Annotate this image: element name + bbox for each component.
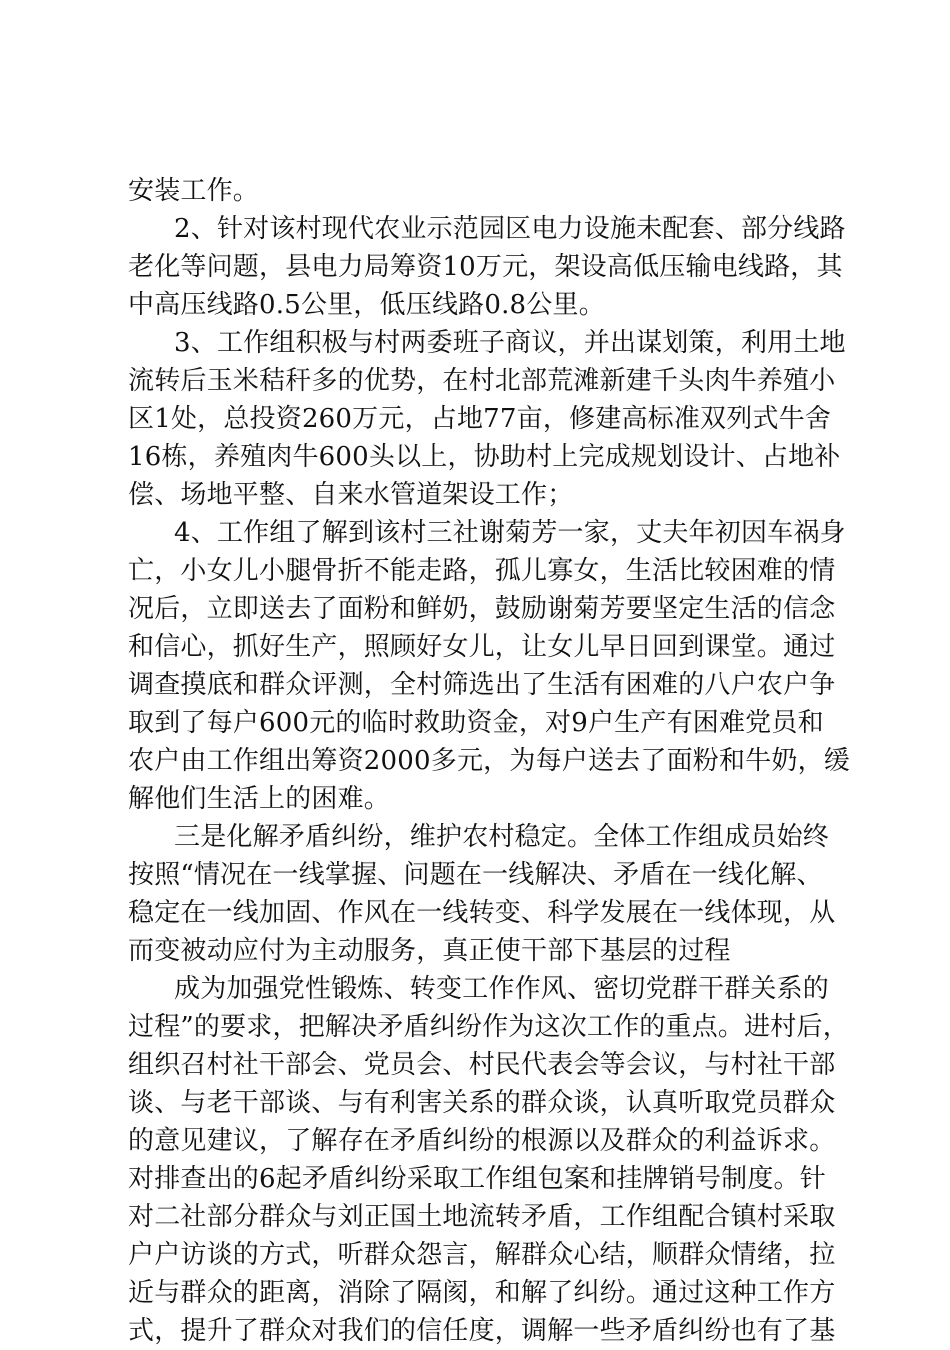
- text-line: 2、针对该村现代农业示范园区电力设施未配套、部分线路: [174, 214, 846, 244]
- text-line: 按照“情况在一线掌握、问题在一线解决、矛盾在一线化解、: [128, 860, 823, 890]
- text-line: 4、工作组了解到该村三社谢菊芳一家，丈夫年初因车祸身: [174, 518, 846, 548]
- text-line: 谈、与老干部谈、与有利害关系的群众谈，认真听取党员群众: [128, 1088, 836, 1118]
- text-line: 中高压线路0.5公里，低压线路0.8公里。: [128, 290, 605, 320]
- text-line: 取到了每户600元的临时救助资金，对9户生产有困难党员和: [128, 708, 824, 738]
- text-line: 偿、场地平整、自来水管道架设工作；: [128, 480, 574, 510]
- text-line: 式，提升了群众对我们的信任度，调解一些矛盾纠纷也有了基: [128, 1316, 836, 1346]
- text-line: 而变被动应付为主动服务，真正使干部下基层的过程: [128, 936, 731, 966]
- text-line: 解他们生活上的困难。: [128, 784, 391, 814]
- text-line: 三是化解矛盾纠纷，维护农村稳定。全体工作组成员始终: [174, 822, 830, 852]
- text-line: 流转后玉米秸秆多的优势，在村北部荒滩新建千头肉牛养殖小: [128, 366, 836, 396]
- text-line: 对排查出的6起矛盾纠纷采取工作组包案和挂牌销号制度。针: [128, 1164, 826, 1194]
- text-line: 区1处，总投资260万元，占地77亩，修建高标准双列式牛舍: [128, 404, 832, 434]
- text-line: 和信心，抓好生产，照顾好女儿，让女儿早日回到课堂。通过: [128, 632, 836, 662]
- text-line: 户户访谈的方式，听群众怨言，解群众心结，顺群众情绪，拉: [128, 1240, 836, 1270]
- text-line: 农户由工作组出筹资2000多元，为每户送去了面粉和牛奶，缓: [128, 746, 850, 776]
- text-line: 亡，小女儿小腿骨折不能走路，孤儿寡女，生活比较困难的情: [128, 556, 836, 586]
- text-line: 成为加强党性锻炼、转变工作作风、密切党群干群关系的: [174, 974, 830, 1004]
- text-line: 组织召村社干部会、党员会、村民代表会等会议，与村社干部: [128, 1050, 836, 1080]
- text-line: 过程”的要求，把解决矛盾纠纷作为这次工作的重点。进村后，: [128, 1012, 849, 1042]
- text-line: 老化等问题，县电力局筹资10万元，架设高低压输电线路，其: [128, 252, 843, 282]
- text-line: 安装工作。: [128, 176, 260, 206]
- text-line: 3、工作组积极与村两委班子商议，并出谋划策，利用土地: [174, 328, 846, 358]
- text-line: 稳定在一线加固、作风在一线转变、科学发展在一线体现，从: [128, 898, 836, 928]
- text-line: 调查摸底和群众评测，全村筛选出了生活有困难的八户农户争: [128, 670, 836, 700]
- text-line: 近与群众的距离，消除了隔阂，和解了纠纷。通过这种工作方: [128, 1278, 836, 1308]
- text-line: 16栋，养殖肉牛600头以上，协助村上完成规划设计、占地补: [128, 442, 841, 472]
- text-line: 对二社部分群众与刘正国土地流转矛盾，工作组配合镇村采取: [128, 1202, 836, 1232]
- text-line: 况后，立即送去了面粉和鲜奶，鼓励谢菊芳要坚定生活的信念: [128, 594, 836, 624]
- text-line: 的意见建议，了解存在矛盾纠纷的根源以及群众的利益诉求。: [128, 1126, 836, 1156]
